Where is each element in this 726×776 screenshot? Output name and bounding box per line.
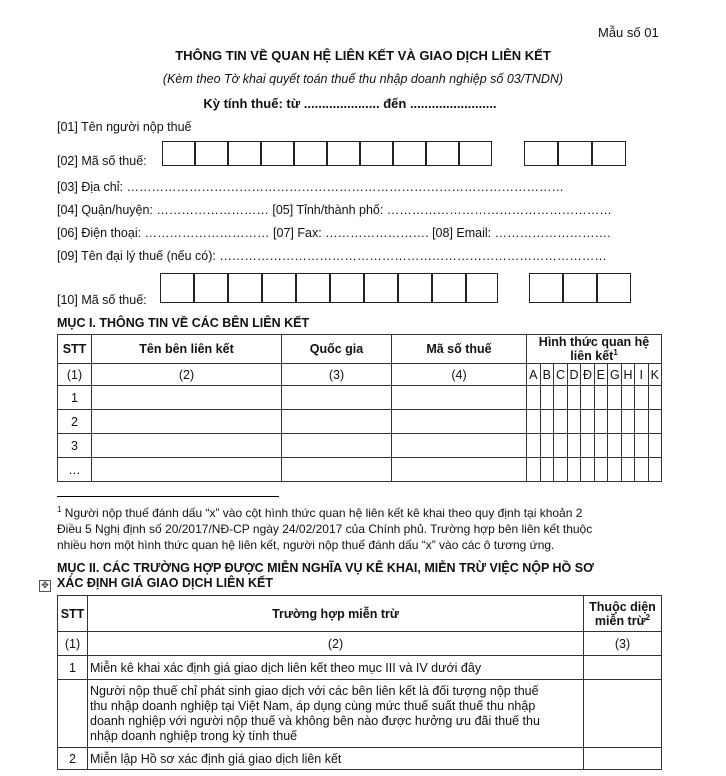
row-case-text: Miễn lập Hồ sơ xác định giá giao dịch liên kết: [88, 748, 584, 770]
field-02-tax-code-label: [02] Mã số thuế:: [57, 154, 147, 168]
relation-letter: G: [608, 364, 622, 386]
index-cell: (2): [88, 632, 584, 656]
related-parties-table: [57, 334, 662, 482]
table-move-handle-icon[interactable]: ✥: [39, 580, 51, 592]
col-belongs-header: Thuộc diện miễn trừ$^2$: [584, 596, 662, 632]
table-row: [58, 386, 662, 410]
col-relation-header: Hình thức quan hệ liên kết$^1$: [527, 335, 662, 364]
footnote-mark: 1: [57, 505, 62, 514]
section1-heading: MỤC I. THÔNG TIN VỀ CÁC BÊN LIÊN KẾT: [57, 316, 310, 330]
relation-letter: K: [648, 364, 662, 386]
row-belongs-cell[interactable]: [584, 748, 662, 770]
field-06-08-contact: [06] Điện thoại: ………………………… [07] Fax: ……………………. [08] Email: ……………………….: [57, 226, 611, 240]
table-row: [58, 434, 662, 458]
relation-letter: Đ: [581, 364, 595, 386]
row-stt: 1: [58, 386, 92, 410]
field-01-taxpayer-name: [01] Tên người nộp thuế: [57, 120, 192, 134]
row-stt: 2: [58, 410, 92, 434]
field-04-05-district-province: [04] Quận/huyện: ……………………… [05] Tỉnh/thành phố: ………………………………………………: [57, 203, 612, 217]
col-party-name-header: Tên bên liên kết: [92, 335, 282, 364]
footnote-ref-2: 2: [645, 612, 651, 622]
row-belongs-cell[interactable]: [584, 680, 662, 748]
index-cell: (3): [282, 364, 392, 386]
col-stt-header: STT: [58, 335, 92, 364]
row-case-text: Người nộp thuế chỉ phát sinh giao dịch với các bên liên kết là đối tượng nộp thuế thu nhập doanh nghiệp tại Việt Nam, áp dụng cùng mức thuế suất thuế thu nhập doanh nghiệp với người nộp thuế và không bên nào được hưởng ưu đãi thuế thu nhập doanh nghiệp trong kỳ tính thuế: [88, 680, 584, 748]
relation-letter: B: [540, 364, 554, 386]
col-case-header: Trường hợp miễn trừ: [88, 596, 584, 632]
field-03-address: [03] Địa chỉ: ……………………………………………………………………………………………: [57, 180, 564, 194]
form-subtitle: (Kèm theo Tờ khai quyết toán thuế thu nhập doanh nghiệp số 03/TNDN): [162, 72, 564, 86]
col-tax-code-header: Mã số thuế: [392, 335, 527, 364]
relation-letter: C: [554, 364, 568, 386]
exemption-table: [57, 595, 662, 770]
field-10-tax-code-label: [10] Mã số thuế:: [57, 293, 147, 307]
relation-letter: H: [621, 364, 635, 386]
table-row: [58, 656, 662, 680]
section2-heading: MỤC II. CÁC TRƯỜNG HỢP ĐƯỢC MIỄN NGHĨA VỤ KÊ KHAI, MIỄN TRỪ VIỆC NỘP HỒ SƠ XÁC ĐỊNH GIÁ GIAO DỊCH LIÊN KẾT: [57, 561, 594, 590]
relation-letter: I: [635, 364, 649, 386]
footnote-1: $^1$ Người nộp thuế đánh dấu “x” vào cột hình thức quan hệ liên kết kê khai theo quy định tại khoản 2 Điều 5 Nghị định số 20/2017/NĐ-CP ngày 24/02/2017 của Chính phủ. Trường hợp bên liên kết thuộc nhiều hơn một hình thức quan hệ liên kết, người nộp thuế đánh dấu “x” vào các ô tương ứng.: [57, 505, 593, 552]
row-stt: …: [58, 458, 92, 482]
row-stt: 1: [58, 656, 88, 680]
relation-letter: D: [567, 364, 581, 386]
footnote-divider: [57, 496, 279, 497]
table-row: [58, 458, 662, 482]
relation-letter: E: [594, 364, 608, 386]
index-cell: (2): [92, 364, 282, 386]
col-country-header: Quốc gia: [282, 335, 392, 364]
row-stt: 3: [58, 434, 92, 458]
row-case-text: Miễn kê khai xác định giá giao dịch liên kết theo mục III và IV dưới đây: [88, 656, 584, 680]
col-stt-header: STT: [58, 596, 88, 632]
table-row: [58, 410, 662, 434]
index-cell: (4): [392, 364, 527, 386]
form-number: Mẫu số 01: [598, 25, 659, 40]
tax-period: Kỳ tính thuế: từ ..................... đến ........................: [203, 96, 497, 111]
index-cell: (1): [58, 364, 92, 386]
footnote-ref-1: 1: [613, 347, 618, 357]
row-belongs-cell[interactable]: [584, 656, 662, 680]
form-title: THÔNG TIN VỀ QUAN HỆ LIÊN KẾT VÀ GIAO DỊCH LIÊN KẾT: [175, 48, 551, 63]
table-row: [58, 748, 662, 770]
index-cell: (3): [584, 632, 662, 656]
relation-letter: A: [527, 364, 541, 386]
row-stt: 2: [58, 748, 88, 770]
index-cell: (1): [58, 632, 88, 656]
table-row: [58, 680, 662, 748]
field-09-tax-agent: [09] Tên đại lý thuế (nếu có): …………………………………………………………………………………: [57, 249, 607, 263]
